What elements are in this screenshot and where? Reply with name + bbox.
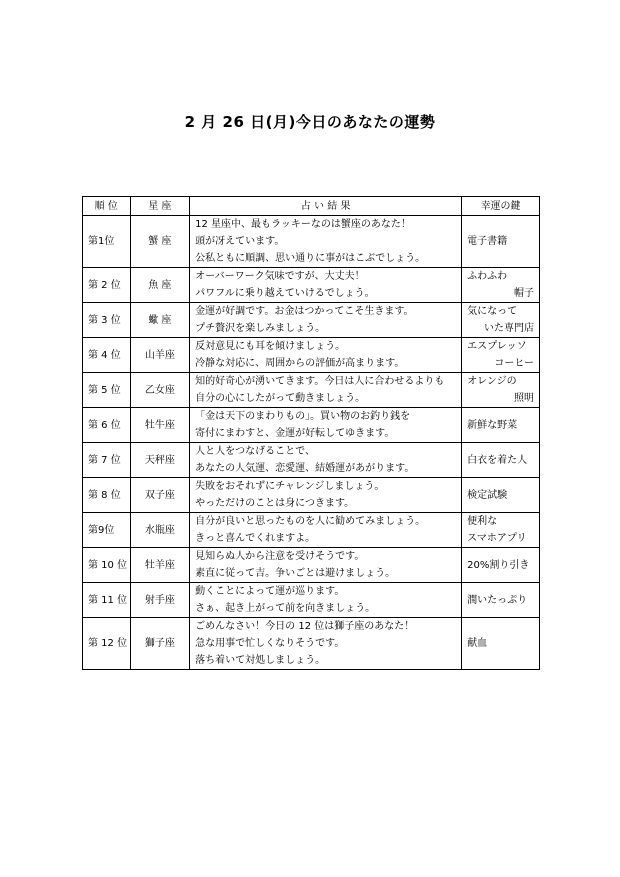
rank-cell: 第 10 位: [83, 548, 131, 583]
table-row: [83, 548, 540, 583]
result-line: パワフルに乗り越えていけるでしょう。: [195, 288, 375, 299]
table-row: [83, 513, 540, 548]
result-line: 見知らぬ人から注意を受けそうです。: [195, 551, 365, 562]
lucky-line: 潤いたっぷり: [467, 594, 528, 606]
sign-cell: 牡牛座: [130, 408, 190, 443]
result-line: あなたの人気運、恋愛運、結婚運があがります。: [195, 463, 415, 474]
header-result: 占 い 結 果: [190, 197, 462, 216]
result-line: 金運が好調です。お金はつかってこそ生きます。: [195, 306, 414, 317]
lucky-cell: [462, 373, 540, 408]
lucky-cell: [462, 618, 540, 670]
result-line: 急な用事で忙しくなりそうです。: [195, 638, 345, 649]
rank-cell: 第 4 位: [83, 338, 131, 373]
result-line: やっただけのことは身につきます。: [195, 498, 355, 509]
rank-cell: 第 3 位: [83, 303, 131, 338]
sign-cell: 魚 座: [130, 268, 190, 303]
sign-cell: 乙女座: [130, 373, 190, 408]
result-line: さぁ、起き上がって前を向きましょう。: [195, 603, 376, 614]
table-row: [83, 618, 540, 670]
table-row: [83, 268, 540, 303]
lucky-line: 献血: [467, 638, 488, 649]
rank-cell: 第 2 位: [83, 268, 131, 303]
lucky-line: 新鮮な野菜: [467, 419, 518, 431]
lucky-line: 白衣を着た人: [467, 454, 528, 466]
lucky-cell: [462, 216, 540, 268]
result-line: プチ贅沢を楽しみましょう。: [195, 323, 326, 334]
sign-cell: 蠍 座: [130, 303, 190, 338]
lucky-cell: [462, 513, 540, 548]
result-line: 寄付にまわすと、金運が好転してゆきます。: [195, 428, 395, 439]
result-line: 12 星座中、最もラッキーなのは蟹座のあなた！: [195, 219, 411, 230]
result-cell: [190, 478, 462, 513]
result-line: 失敗をおそれずにチャレンジしましょう。: [195, 481, 385, 492]
result-line: 素直に従って吉。争いごとは避けましょう。: [195, 568, 396, 579]
lucky-cell: [462, 268, 540, 303]
result-cell: [190, 443, 462, 478]
page-title: 2 月 26 日(月)今日のあなたの運勢: [184, 113, 436, 131]
result-cell: [190, 583, 462, 618]
result-line: 冷静な対応に、周囲からの評価が高まります。: [195, 358, 405, 369]
table-header-row: [83, 197, 540, 216]
result-line: 反対意見にも耳を傾けましょう。: [195, 341, 346, 352]
result-cell: [190, 268, 462, 303]
table-row: [83, 216, 540, 268]
lucky-cell: [462, 583, 540, 618]
rank-cell: 第9位: [83, 513, 131, 548]
result-line: 人と人をつなげることで、: [195, 446, 315, 457]
lucky-line: 20%割り引き: [467, 559, 530, 571]
sign-cell: 蟹 座: [130, 216, 190, 268]
sign-cell: 水瓶座: [130, 513, 190, 548]
result-cell: [190, 373, 462, 408]
rank-cell: 第 6 位: [83, 408, 131, 443]
lucky-line: オレンジの: [467, 376, 517, 387]
lucky-line: 気になって: [467, 306, 518, 317]
rank-cell: 第 11 位: [83, 583, 131, 618]
lucky-line: 便利な: [467, 516, 498, 527]
table-row: [83, 373, 540, 408]
result-line: 頭が冴えています。: [195, 236, 285, 247]
header-rank: 順 位: [83, 197, 131, 216]
result-line: きっと喜んでくれますよ。: [195, 533, 316, 544]
table-row: [83, 303, 540, 338]
sign-cell: 天秤座: [130, 443, 190, 478]
rank-cell: 第 8 位: [83, 478, 131, 513]
rank-cell: 第 5 位: [83, 373, 131, 408]
fortune-table: [82, 196, 540, 670]
lucky-line: ふわふわ: [467, 271, 508, 282]
result-cell: [190, 216, 462, 268]
lucky-line: エスプレッソ: [467, 341, 527, 352]
result-line: 「金は天下のまわりもの」。買い物のお釣り銭を: [195, 411, 411, 422]
lucky-line: 電子書籍: [467, 236, 508, 247]
sign-cell: 射手座: [130, 583, 190, 618]
result-line: 知的好奇心が湧いてきます。今日は人に合わせるよりも: [195, 376, 445, 387]
lucky-line: コーヒー: [494, 358, 534, 369]
result-line: オーバーワーク気味ですが、大丈夫！: [195, 271, 365, 282]
result-cell: [190, 303, 462, 338]
sign-cell: 山羊座: [130, 338, 190, 373]
table-row: [83, 408, 540, 443]
table-row: [83, 443, 540, 478]
sign-cell: 獅子座: [130, 618, 190, 670]
result-line: 自分が良いと思ったものを人に勧めてみましょう。: [195, 516, 426, 527]
result-cell: [190, 408, 462, 443]
result-line: ごめんなさい！今日の 12 位は獅子座のあなた！: [195, 621, 415, 632]
lucky-cell: [462, 443, 540, 478]
result-cell: [190, 513, 462, 548]
lucky-line: 照明: [514, 393, 534, 404]
lucky-cell: [462, 338, 540, 373]
lucky-line: いた専門店: [484, 323, 534, 334]
rank-cell: 第 7 位: [83, 443, 131, 478]
lucky-line: スマホアプリ: [467, 533, 527, 544]
rank-cell: 第 12 位: [83, 618, 131, 670]
sign-cell: 双子座: [130, 478, 190, 513]
result-cell: [190, 548, 462, 583]
lucky-line: 帽子: [514, 288, 534, 299]
lucky-cell: [462, 303, 540, 338]
header-lucky: 幸運の鍵: [462, 197, 540, 216]
table-row: [83, 583, 540, 618]
result-line: 落ち着いて対処しましょう。: [195, 655, 326, 666]
lucky-cell: [462, 478, 540, 513]
table-row: [83, 478, 540, 513]
result-cell: [190, 618, 462, 670]
table-row: [83, 338, 540, 373]
rank-cell: 第1位: [83, 216, 131, 268]
sign-cell: 牡羊座: [130, 548, 190, 583]
result-cell: [190, 338, 462, 373]
header-sign: 星 座: [130, 197, 190, 216]
lucky-line: 検定試験: [467, 489, 508, 501]
lucky-cell: [462, 548, 540, 583]
result-line: 自分の心にしたがって動きましょう。: [195, 393, 366, 404]
result-line: 動くことによって運が巡ります。: [195, 586, 345, 597]
lucky-cell: [462, 408, 540, 443]
result-line: 公私ともに順調、思い通りに事がはこぶでしょう。: [195, 253, 426, 264]
